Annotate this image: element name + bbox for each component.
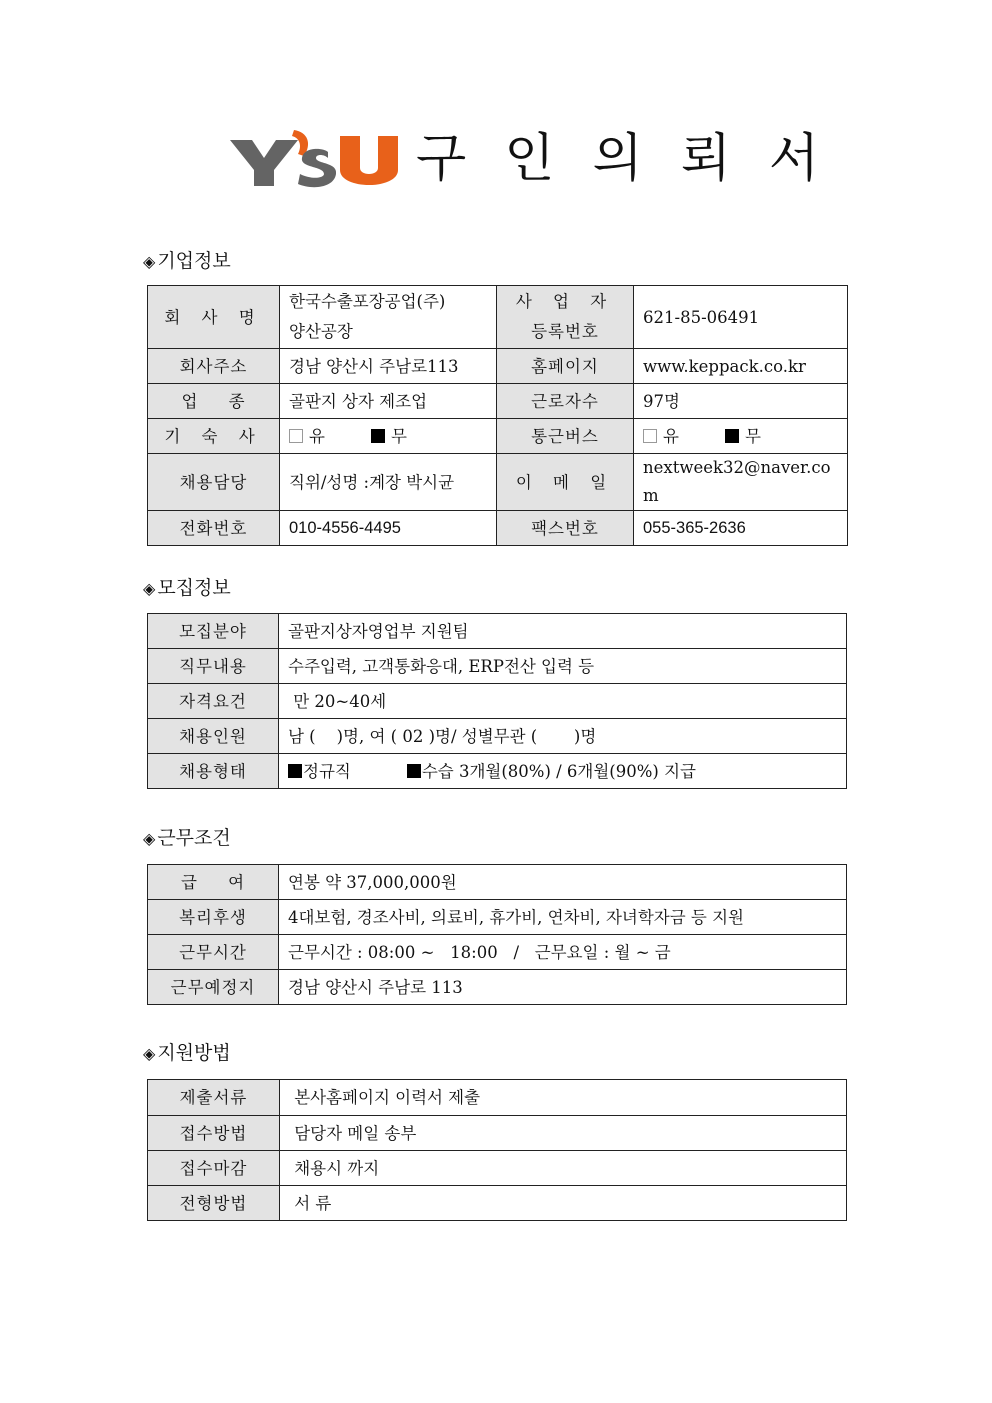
diamond-bullet-icon: ◈ [143, 579, 156, 598]
bus-no-label: 무 [744, 426, 761, 446]
work-hours-label: 근무시간 [148, 935, 279, 970]
section-title-company [143, 246, 231, 273]
dorm-label: 기 숙 사 [148, 419, 280, 454]
document-header [228, 124, 857, 194]
employment-type-label: 채용형태 [148, 754, 279, 789]
biz-no-value: 621-85-06491 [634, 286, 848, 349]
submission-method-label: 접수방법 [148, 1116, 280, 1151]
checkbox-checked-icon[interactable] [407, 764, 421, 778]
qualification-value: 만 20~40세 [279, 684, 847, 719]
diamond-bullet-icon: ◈ [143, 252, 156, 271]
employees-label: 근로자수 [497, 384, 634, 419]
documents-value: 본사홈페이지 이력서 제출 [280, 1080, 847, 1116]
biz-no-label: 사 업 자 등록번호 [497, 286, 634, 349]
phone-value: 010-4556-4495 [280, 511, 497, 546]
address-label: 회사주소 [148, 349, 280, 384]
diamond-bullet-icon: ◈ [143, 829, 156, 848]
selection-method-value: 서 류 [280, 1186, 847, 1221]
company-info-table [147, 285, 848, 546]
section-title-conditions [143, 823, 231, 850]
bus-label: 통근버스 [497, 419, 634, 454]
checkbox-unchecked-icon[interactable] [289, 429, 303, 443]
dorm-options [280, 419, 497, 454]
probation-label: 수습 3개월(80%) / 6개월(90%) 지급 [421, 761, 696, 781]
section-title-text: 지원방법 [157, 1042, 231, 1064]
ysu-logo [228, 128, 400, 190]
company-name-label: 회 사 명 [148, 286, 280, 349]
work-conditions-table [147, 864, 847, 1005]
checkbox-checked-icon[interactable] [725, 429, 739, 443]
contact-value: 직위/성명 :계장 박시균 [280, 454, 497, 511]
email-label: 이 메 일 [497, 454, 634, 511]
duties-value: 수주입력, 고객통화응대, ERP전산 입력 등 [279, 649, 847, 684]
benefits-value: 4대보험, 경조사비, 의료비, 휴가비, 연차비, 자녀학자금 등 지원 [279, 900, 847, 935]
application-method-table [147, 1079, 847, 1221]
benefits-label: 복리후생 [148, 900, 279, 935]
bus-yes-label: 유 [663, 426, 679, 446]
section-title-text: 모집정보 [157, 577, 231, 599]
work-location-value: 경남 양산시 주남로 113 [279, 970, 847, 1005]
industry-label: 업 종 [148, 384, 280, 419]
checkbox-checked-icon[interactable] [371, 429, 385, 443]
employment-type-value [279, 754, 847, 789]
email-value[interactable]: nextweek32@naver.co m [634, 454, 848, 511]
company-name-value: 한국수출포장공업(주) 양산공장 [280, 286, 497, 349]
duties-label: 직무내용 [148, 649, 279, 684]
headcount-label: 채용인원 [148, 719, 279, 754]
section-title-text: 근무조건 [157, 827, 231, 849]
contact-label: 채용담당 [148, 454, 280, 511]
address-value: 경남 양산시 주남로113 [280, 349, 497, 384]
fax-label: 팩스번호 [497, 511, 634, 546]
page-title: 구인의뢰서 [416, 129, 858, 189]
section-title-text: 기업정보 [157, 250, 231, 272]
work-hours-value: 근무시간 : 08:00 ~ 18:00 / 근무요일 : 월 ~ 금 [279, 935, 847, 970]
fulltime-label: 정규직 [303, 761, 351, 781]
documents-label: 제출서류 [148, 1080, 280, 1116]
industry-value: 골판지 상자 제조업 [280, 384, 497, 419]
work-location-label: 근무예정지 [148, 970, 279, 1005]
recruit-info-table [147, 613, 847, 789]
checkbox-checked-icon[interactable] [288, 764, 302, 778]
submission-method-value: 담당자 메일 송부 [280, 1116, 847, 1151]
salary-value: 연봉 약 37,000,000원 [279, 865, 847, 900]
bus-options [634, 419, 848, 454]
qualification-label: 자격요건 [148, 684, 279, 719]
field-value: 골판지상자영업부 지원팀 [279, 614, 847, 649]
dorm-no-label: 무 [390, 426, 407, 446]
homepage-value[interactable]: www.keppack.co.kr [634, 349, 848, 384]
deadline-value: 채용시 까지 [280, 1151, 847, 1186]
deadline-label: 접수마감 [148, 1151, 280, 1186]
fax-value: 055-365-2636 [634, 511, 848, 546]
diamond-bullet-icon: ◈ [143, 1044, 156, 1063]
employees-value: 97명 [634, 384, 848, 419]
phone-label: 전화번호 [148, 511, 280, 546]
homepage-label: 홈페이지 [497, 349, 634, 384]
salary-label: 급 여 [148, 865, 279, 900]
dorm-yes-label: 유 [309, 426, 325, 446]
headcount-value: 남 ( )명, 여 ( 02 )명/ 성별무관 ( )명 [279, 719, 847, 754]
selection-method-label: 전형방법 [148, 1186, 280, 1221]
checkbox-unchecked-icon[interactable] [643, 429, 657, 443]
section-title-apply [143, 1038, 231, 1065]
section-title-recruit [143, 573, 231, 600]
field-label: 모집분야 [148, 614, 279, 649]
